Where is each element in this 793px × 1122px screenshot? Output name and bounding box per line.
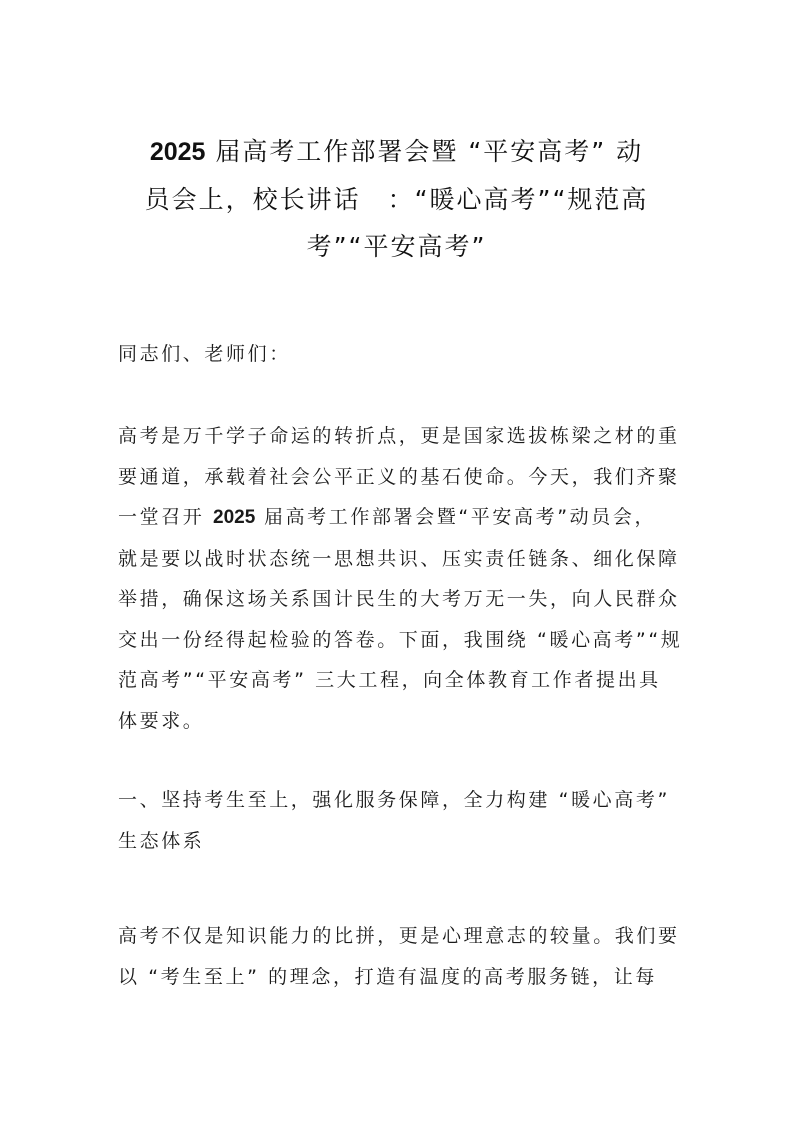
title-line-3: 考”“平安高考”: [306, 232, 487, 261]
section-1-heading: 一、坚持考生至上，强化服务保障，全力构建 “暖心高考” 生态体系: [118, 789, 670, 852]
intro-paragraph: 高考是万千学子命运的转折点，更是国家选拔栋梁之材的重 要通道，承载着社会公平正义的基石使命。今天，我们齐聚 一堂召开 2025 届高考工作部署会暨“平安高考”动员会， 就是要以战时状态统一思想共识、压实责任链条、细化保障 举措，确保这场关系国计民生的大考万无一失，向人民群众 交出一份经得起检验的答卷。下面，我围绕 “暖心高考”“规 范高考”“平安高考” 三大工程，向全体教育工作者提出具 体要求。: [118, 425, 683, 732]
section-1-paragraph: 高考不仅是知识能力的比拼，更是心理意志的较量。我们要 以 “考生至上” 的理念，打造有温度的高考服务链，让每: [118, 925, 680, 988]
title-line-2: 员会上，校长讲话 ：“暖心高考”“规范高: [144, 185, 649, 214]
salutation: 同志们、老师们：: [118, 343, 291, 365]
intro-line-3: 一堂召开 2025 届高考工作部署会暨“平安高考”动员会，: [118, 506, 657, 528]
title-year: 2025: [149, 138, 206, 166]
title-line-1: 2025 届高考工作部署会暨 “平安高考” 动: [149, 137, 644, 166]
document-title: [110, 128, 683, 270]
